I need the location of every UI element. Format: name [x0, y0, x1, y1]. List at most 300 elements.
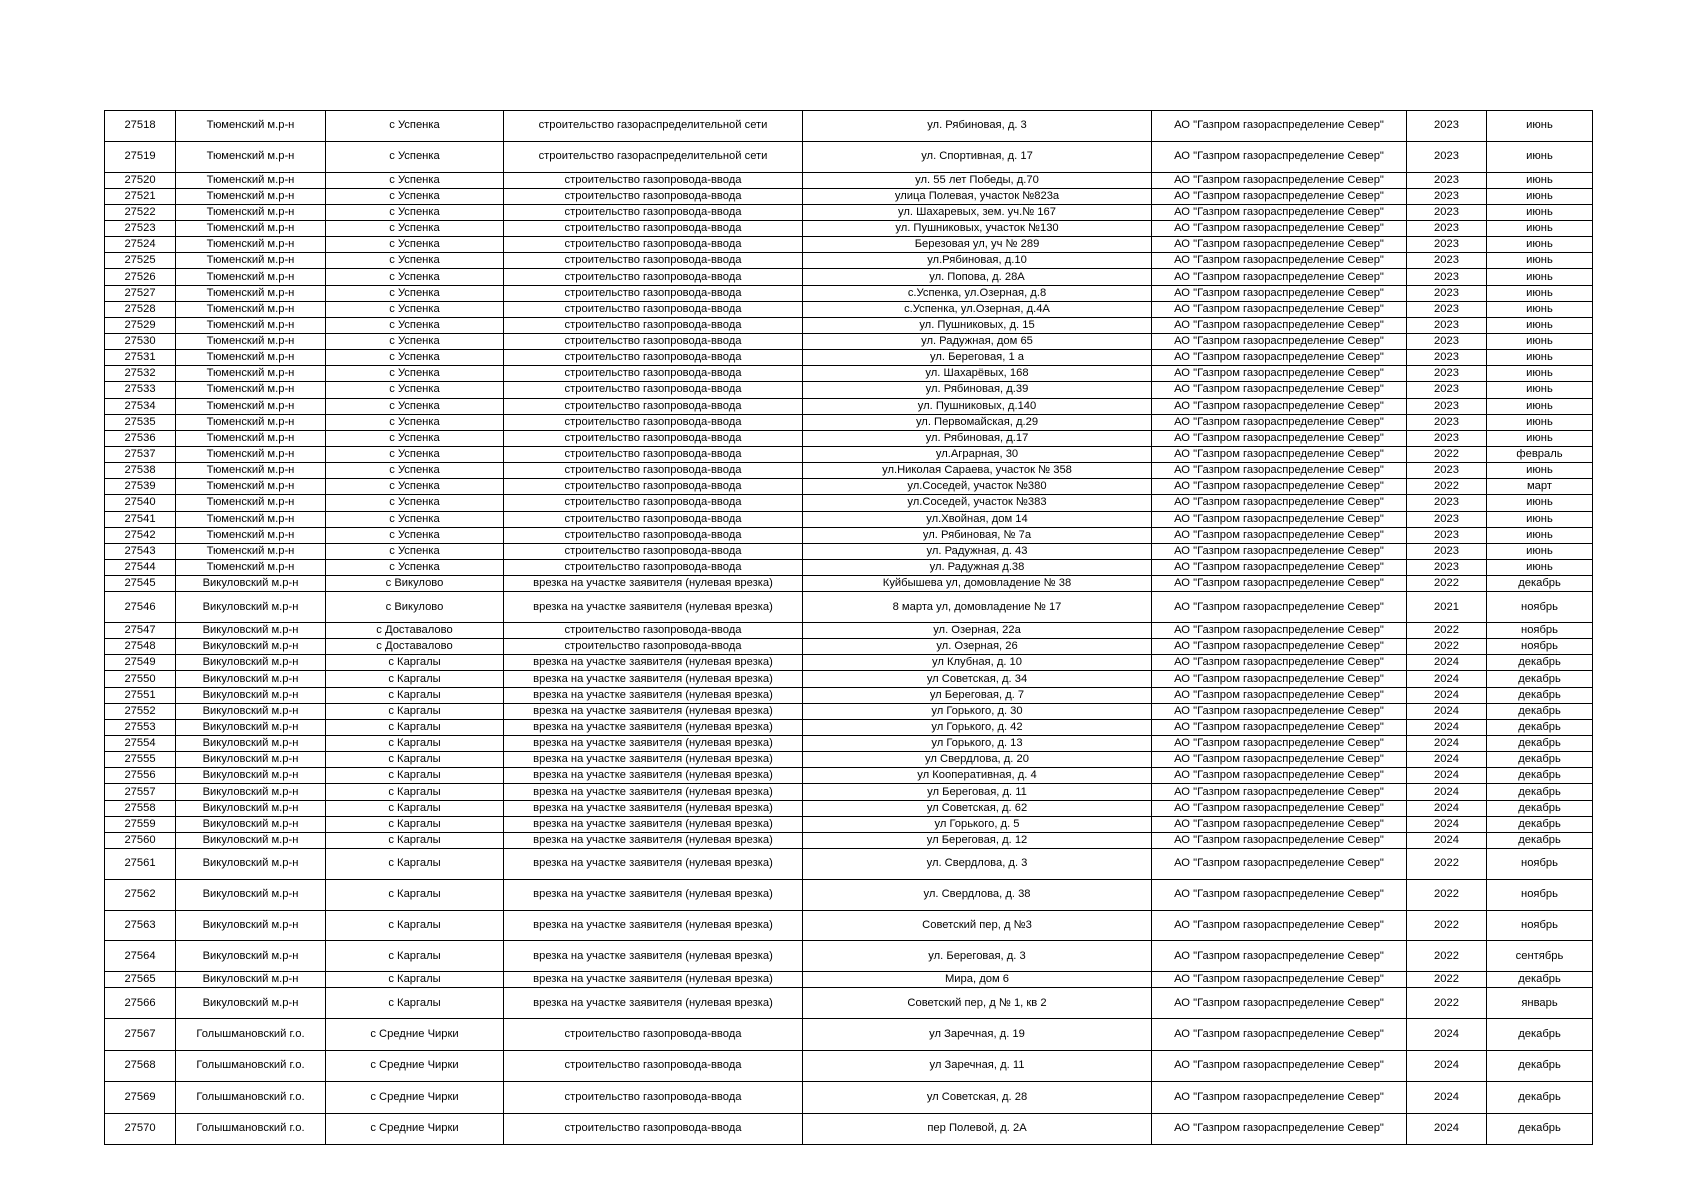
cell-year: 2023 — [1407, 141, 1487, 172]
cell-organization: АО "Газпром газораспределение Север" — [1152, 479, 1407, 495]
cell-year: 2023 — [1407, 559, 1487, 575]
cell-month: декабрь — [1487, 816, 1593, 832]
cell-work-type: строительство газопровода-ввода — [504, 543, 803, 559]
cell-district: Тюменский м.р-н — [176, 301, 326, 317]
cell-work-type: врезка на участке заявителя (нулевая врезка) — [504, 671, 803, 687]
cell-district: Тюменский м.р-н — [176, 204, 326, 220]
cell-settlement: с Успенка — [326, 366, 504, 382]
cell-settlement: с Каргалы — [326, 988, 504, 1019]
cell-district: Викуловский м.р-н — [176, 800, 326, 816]
cell-month: июнь — [1487, 301, 1593, 317]
cell-settlement: с Каргалы — [326, 816, 504, 832]
cell-month: июнь — [1487, 172, 1593, 188]
table-row — [105, 784, 1593, 800]
table-body — [105, 111, 1593, 1145]
cell-year: 2023 — [1407, 495, 1487, 511]
cell-settlement: с Успенка — [326, 543, 504, 559]
cell-year: 2023 — [1407, 527, 1487, 543]
cell-organization: АО "Газпром газораспределение Север" — [1152, 832, 1407, 848]
cell-month: декабрь — [1487, 719, 1593, 735]
cell-settlement: с Каргалы — [326, 655, 504, 671]
table-row — [105, 671, 1593, 687]
cell-month: декабрь — [1487, 703, 1593, 719]
cell-organization: АО "Газпром газораспределение Север" — [1152, 655, 1407, 671]
cell-year: 2022 — [1407, 879, 1487, 910]
cell-month: июнь — [1487, 269, 1593, 285]
cell-number: 27547 — [105, 623, 176, 639]
cell-month: июнь — [1487, 285, 1593, 301]
cell-year: 2024 — [1407, 719, 1487, 735]
cell-district: Викуловский м.р-н — [176, 576, 326, 592]
cell-district: Викуловский м.р-н — [176, 768, 326, 784]
cell-address: ул.Рябиновая, д.10 — [803, 253, 1152, 269]
cell-organization: АО "Газпром газораспределение Север" — [1152, 366, 1407, 382]
cell-address: ул. Первомайская, д.29 — [803, 414, 1152, 430]
cell-settlement: с Каргалы — [326, 736, 504, 752]
cell-work-type: врезка на участке заявителя (нулевая врезка) — [504, 972, 803, 988]
cell-district: Тюменский м.р-н — [176, 382, 326, 398]
cell-year: 2023 — [1407, 414, 1487, 430]
cell-organization: АО "Газпром газораспределение Север" — [1152, 527, 1407, 543]
cell-number: 27558 — [105, 800, 176, 816]
cell-address: ул Заречная, д. 11 — [803, 1050, 1152, 1082]
cell-number: 27550 — [105, 671, 176, 687]
cell-district: Тюменский м.р-н — [176, 559, 326, 575]
cell-address: ул. Попова, д. 28А — [803, 269, 1152, 285]
cell-number: 27562 — [105, 879, 176, 910]
cell-month: декабрь — [1487, 972, 1593, 988]
cell-number: 27560 — [105, 832, 176, 848]
cell-settlement: с Успенка — [326, 527, 504, 543]
cell-work-type: врезка на участке заявителя (нулевая врезка) — [504, 719, 803, 735]
cell-number: 27537 — [105, 446, 176, 462]
cell-settlement: с Успенка — [326, 382, 504, 398]
cell-organization: АО "Газпром газораспределение Север" — [1152, 253, 1407, 269]
cell-organization: АО "Газпром газораспределение Север" — [1152, 285, 1407, 301]
cell-work-type: врезка на участке заявителя (нулевая врезка) — [504, 736, 803, 752]
cell-address: ул. Свердлова, д. 38 — [803, 879, 1152, 910]
cell-organization: АО "Газпром газораспределение Север" — [1152, 237, 1407, 253]
cell-work-type: врезка на участке заявителя (нулевая врезка) — [504, 576, 803, 592]
cell-district: Тюменский м.р-н — [176, 285, 326, 301]
cell-district: Тюменский м.р-н — [176, 543, 326, 559]
cell-month: июнь — [1487, 237, 1593, 253]
cell-work-type: строительство газопровода-ввода — [504, 398, 803, 414]
table-row — [105, 317, 1593, 333]
cell-work-type: врезка на участке заявителя (нулевая врезка) — [504, 655, 803, 671]
cell-month: ноябрь — [1487, 849, 1593, 880]
table-row — [105, 623, 1593, 639]
table-row — [105, 398, 1593, 414]
cell-address: Мира, дом 6 — [803, 972, 1152, 988]
cell-number: 27551 — [105, 687, 176, 703]
cell-settlement: с Доставалово — [326, 623, 504, 639]
cell-address: ул. Шахарёвых, 168 — [803, 366, 1152, 382]
cell-organization: АО "Газпром газораспределение Север" — [1152, 463, 1407, 479]
cell-district: Викуловский м.р-н — [176, 988, 326, 1019]
cell-settlement: с Каргалы — [326, 972, 504, 988]
cell-work-type: врезка на участке заявителя (нулевая врезка) — [504, 592, 803, 623]
table-row — [105, 1113, 1593, 1145]
cell-year: 2024 — [1407, 1113, 1487, 1145]
cell-organization: АО "Газпром газораспределение Север" — [1152, 910, 1407, 941]
cell-month: март — [1487, 479, 1593, 495]
cell-settlement: с Успенка — [326, 172, 504, 188]
cell-organization: АО "Газпром газораспределение Север" — [1152, 430, 1407, 446]
cell-settlement: с Викулово — [326, 576, 504, 592]
table-row — [105, 816, 1593, 832]
cell-address: 8 марта ул, домовладение № 17 — [803, 592, 1152, 623]
cell-address: ул.Соседей, участок №380 — [803, 479, 1152, 495]
table-row — [105, 687, 1593, 703]
cell-work-type: врезка на участке заявителя (нулевая врезка) — [504, 784, 803, 800]
cell-settlement: с Успенка — [326, 141, 504, 172]
cell-year: 2023 — [1407, 269, 1487, 285]
cell-district: Викуловский м.р-н — [176, 623, 326, 639]
cell-settlement: с Успенка — [326, 188, 504, 204]
cell-year: 2022 — [1407, 910, 1487, 941]
cell-organization: АО "Газпром газораспределение Север" — [1152, 816, 1407, 832]
cell-district: Викуловский м.р-н — [176, 941, 326, 972]
cell-number: 27539 — [105, 479, 176, 495]
table-row — [105, 237, 1593, 253]
cell-month: декабрь — [1487, 784, 1593, 800]
cell-organization: АО "Газпром газораспределение Север" — [1152, 204, 1407, 220]
cell-address: ул. Шахаревых, зем. уч.№ 167 — [803, 204, 1152, 220]
cell-settlement: с Каргалы — [326, 703, 504, 719]
cell-address: ул. Рябиновая, № 7а — [803, 527, 1152, 543]
cell-work-type: врезка на участке заявителя (нулевая врезка) — [504, 687, 803, 703]
cell-number: 27561 — [105, 849, 176, 880]
cell-year: 2024 — [1407, 703, 1487, 719]
cell-organization: АО "Газпром газораспределение Север" — [1152, 1019, 1407, 1051]
cell-work-type: строительство газопровода-ввода — [504, 623, 803, 639]
cell-year: 2023 — [1407, 221, 1487, 237]
table-row — [105, 592, 1593, 623]
cell-district: Викуловский м.р-н — [176, 592, 326, 623]
cell-district: Тюменский м.р-н — [176, 430, 326, 446]
cell-work-type: врезка на участке заявителя (нулевая врезка) — [504, 879, 803, 910]
table-row — [105, 719, 1593, 735]
cell-work-type: строительство газопровода-ввода — [504, 559, 803, 575]
cell-number: 27521 — [105, 188, 176, 204]
cell-month: январь — [1487, 988, 1593, 1019]
cell-number: 27543 — [105, 543, 176, 559]
cell-work-type: строительство газопровода-ввода — [504, 479, 803, 495]
cell-number: 27529 — [105, 317, 176, 333]
cell-organization: АО "Газпром газораспределение Север" — [1152, 671, 1407, 687]
cell-organization: АО "Газпром газораспределение Север" — [1152, 350, 1407, 366]
cell-number: 27554 — [105, 736, 176, 752]
cell-address: ул Береговая, д. 7 — [803, 687, 1152, 703]
cell-district: Голышмановский г.о. — [176, 1019, 326, 1051]
cell-month: июнь — [1487, 398, 1593, 414]
cell-settlement: с Средние Чирки — [326, 1019, 504, 1051]
table-row — [105, 1082, 1593, 1114]
cell-address: ул. Озерная, 26 — [803, 639, 1152, 655]
cell-work-type: врезка на участке заявителя (нулевая врезка) — [504, 800, 803, 816]
cell-month: декабрь — [1487, 768, 1593, 784]
cell-work-type: строительство газопровода-ввода — [504, 1113, 803, 1145]
cell-year: 2022 — [1407, 576, 1487, 592]
table-row — [105, 221, 1593, 237]
cell-organization: АО "Газпром газораспределение Север" — [1152, 172, 1407, 188]
cell-address: с.Успенка, ул.Озерная, д.4А — [803, 301, 1152, 317]
cell-month: декабрь — [1487, 1019, 1593, 1051]
cell-organization: АО "Газпром газораспределение Север" — [1152, 446, 1407, 462]
table-row — [105, 204, 1593, 220]
cell-month: июнь — [1487, 543, 1593, 559]
cell-month: июнь — [1487, 111, 1593, 142]
cell-month: июнь — [1487, 188, 1593, 204]
cell-address: ул. Спортивная, д. 17 — [803, 141, 1152, 172]
cell-district: Тюменский м.р-н — [176, 221, 326, 237]
cell-address: ул. Береговая, д. 3 — [803, 941, 1152, 972]
cell-year: 2022 — [1407, 639, 1487, 655]
cell-organization: АО "Газпром газораспределение Север" — [1152, 576, 1407, 592]
cell-district: Викуловский м.р-н — [176, 849, 326, 880]
cell-month: июнь — [1487, 382, 1593, 398]
cell-address: ул Клубная, д. 10 — [803, 655, 1152, 671]
cell-work-type: строительство газопровода-ввода — [504, 1050, 803, 1082]
cell-number: 27536 — [105, 430, 176, 446]
table-row — [105, 511, 1593, 527]
cell-settlement: с Каргалы — [326, 849, 504, 880]
cell-settlement: с Каргалы — [326, 719, 504, 735]
cell-address: ул Горького, д. 42 — [803, 719, 1152, 735]
cell-number: 27524 — [105, 237, 176, 253]
cell-organization: АО "Газпром газораспределение Север" — [1152, 334, 1407, 350]
cell-organization: АО "Газпром газораспределение Север" — [1152, 719, 1407, 735]
cell-number: 27531 — [105, 350, 176, 366]
cell-month: июнь — [1487, 463, 1593, 479]
cell-work-type: строительство газораспределительной сети — [504, 141, 803, 172]
cell-settlement: с Успенка — [326, 269, 504, 285]
table-row — [105, 752, 1593, 768]
cell-settlement: с Каргалы — [326, 671, 504, 687]
cell-organization: АО "Газпром газораспределение Север" — [1152, 736, 1407, 752]
cell-organization: АО "Газпром газораспределение Север" — [1152, 879, 1407, 910]
cell-settlement: с Каргалы — [326, 784, 504, 800]
cell-district: Тюменский м.р-н — [176, 527, 326, 543]
cell-organization: АО "Газпром газораспределение Север" — [1152, 111, 1407, 142]
cell-number: 27567 — [105, 1019, 176, 1051]
cell-settlement: с Каргалы — [326, 752, 504, 768]
cell-organization: АО "Газпром газораспределение Север" — [1152, 1050, 1407, 1082]
cell-organization: АО "Газпром газораспределение Север" — [1152, 1113, 1407, 1145]
cell-district: Тюменский м.р-н — [176, 463, 326, 479]
cell-year: 2024 — [1407, 1082, 1487, 1114]
cell-year: 2023 — [1407, 398, 1487, 414]
cell-settlement: с Успенка — [326, 479, 504, 495]
cell-number: 27520 — [105, 172, 176, 188]
cell-year: 2023 — [1407, 172, 1487, 188]
cell-number: 27570 — [105, 1113, 176, 1145]
cell-district: Викуловский м.р-н — [176, 879, 326, 910]
cell-month: июнь — [1487, 141, 1593, 172]
table-row — [105, 172, 1593, 188]
cell-district: Викуловский м.р-н — [176, 719, 326, 735]
cell-year: 2024 — [1407, 687, 1487, 703]
cell-number: 27546 — [105, 592, 176, 623]
cell-number: 27540 — [105, 495, 176, 511]
cell-number: 27556 — [105, 768, 176, 784]
cell-work-type: строительство газопровода-ввода — [504, 366, 803, 382]
cell-district: Тюменский м.р-н — [176, 237, 326, 253]
cell-district: Тюменский м.р-н — [176, 253, 326, 269]
table-row — [105, 1019, 1593, 1051]
cell-number: 27545 — [105, 576, 176, 592]
cell-district: Тюменский м.р-н — [176, 350, 326, 366]
cell-month: декабрь — [1487, 752, 1593, 768]
table-row — [105, 366, 1593, 382]
cell-address: ул Кооперативная, д. 4 — [803, 768, 1152, 784]
cell-number: 27527 — [105, 285, 176, 301]
cell-address: ул. Пушниковых, д.140 — [803, 398, 1152, 414]
cell-number: 27528 — [105, 301, 176, 317]
cell-month: декабрь — [1487, 687, 1593, 703]
cell-month: июнь — [1487, 527, 1593, 543]
cell-address: улица Полевая, участок №823а — [803, 188, 1152, 204]
cell-organization: АО "Газпром газораспределение Север" — [1152, 988, 1407, 1019]
cell-organization: АО "Газпром газораспределение Север" — [1152, 849, 1407, 880]
cell-address: ул Свердлова, д. 20 — [803, 752, 1152, 768]
cell-district: Тюменский м.р-н — [176, 446, 326, 462]
cell-settlement: с Каргалы — [326, 941, 504, 972]
cell-organization: АО "Газпром газораспределение Север" — [1152, 559, 1407, 575]
cell-month: ноябрь — [1487, 592, 1593, 623]
cell-month: декабрь — [1487, 655, 1593, 671]
cell-address: Советский пер, д № 1, кв 2 — [803, 988, 1152, 1019]
cell-year: 2023 — [1407, 430, 1487, 446]
cell-address: ул.Аграрная, 30 — [803, 446, 1152, 462]
cell-year: 2023 — [1407, 543, 1487, 559]
cell-address: ул. Радужная, д. 43 — [803, 543, 1152, 559]
cell-month: июнь — [1487, 366, 1593, 382]
cell-year: 2024 — [1407, 800, 1487, 816]
cell-number: 27542 — [105, 527, 176, 543]
cell-organization: АО "Газпром газораспределение Север" — [1152, 623, 1407, 639]
cell-year: 2024 — [1407, 671, 1487, 687]
cell-work-type: врезка на участке заявителя (нулевая врезка) — [504, 832, 803, 848]
cell-year: 2023 — [1407, 285, 1487, 301]
cell-district: Викуловский м.р-н — [176, 639, 326, 655]
cell-number: 27530 — [105, 334, 176, 350]
table-row — [105, 543, 1593, 559]
cell-month: декабрь — [1487, 1113, 1593, 1145]
cell-settlement: с Каргалы — [326, 910, 504, 941]
cell-work-type: строительство газопровода-ввода — [504, 639, 803, 655]
cell-year: 2023 — [1407, 382, 1487, 398]
cell-year: 2024 — [1407, 768, 1487, 784]
cell-year: 2023 — [1407, 463, 1487, 479]
table-row — [105, 736, 1593, 752]
cell-month: ноябрь — [1487, 910, 1593, 941]
cell-address: ул Советская, д. 62 — [803, 800, 1152, 816]
table-row — [105, 430, 1593, 446]
cell-address: Березовая ул, уч № 289 — [803, 237, 1152, 253]
table-row — [105, 800, 1593, 816]
table-row — [105, 832, 1593, 848]
cell-district: Голышмановский г.о. — [176, 1050, 326, 1082]
table-row — [105, 269, 1593, 285]
cell-organization: АО "Газпром газораспределение Север" — [1152, 317, 1407, 333]
cell-district: Голышмановский г.о. — [176, 1113, 326, 1145]
cell-settlement: с Успенка — [326, 495, 504, 511]
table-row — [105, 350, 1593, 366]
document-page — [104, 110, 1592, 1145]
cell-month: декабрь — [1487, 800, 1593, 816]
cell-work-type: врезка на участке заявителя (нулевая врезка) — [504, 849, 803, 880]
cell-work-type: строительство газопровода-ввода — [504, 204, 803, 220]
cell-organization: АО "Газпром газораспределение Север" — [1152, 221, 1407, 237]
cell-organization: АО "Газпром газораспределение Север" — [1152, 800, 1407, 816]
cell-number: 27564 — [105, 941, 176, 972]
cell-month: декабрь — [1487, 1082, 1593, 1114]
cell-address: ул.Николая Сараева, участок № 358 — [803, 463, 1152, 479]
cell-work-type: строительство газопровода-ввода — [504, 285, 803, 301]
cell-month: февраль — [1487, 446, 1593, 462]
cell-number: 27563 — [105, 910, 176, 941]
cell-month: июнь — [1487, 350, 1593, 366]
cell-district: Викуловский м.р-н — [176, 703, 326, 719]
cell-year: 2023 — [1407, 204, 1487, 220]
cell-settlement: с Успенка — [326, 430, 504, 446]
cell-work-type: строительство газопровода-ввода — [504, 334, 803, 350]
table-row — [105, 1050, 1593, 1082]
cell-address: ул. Пушниковых, участок №130 — [803, 221, 1152, 237]
table-row — [105, 495, 1593, 511]
cell-settlement: с Каргалы — [326, 800, 504, 816]
cell-district: Тюменский м.р-н — [176, 495, 326, 511]
cell-work-type: строительство газопровода-ввода — [504, 382, 803, 398]
cell-settlement: с Успенка — [326, 204, 504, 220]
cell-month: декабрь — [1487, 1050, 1593, 1082]
cell-year: 2024 — [1407, 784, 1487, 800]
cell-settlement: с Успенка — [326, 559, 504, 575]
table-row — [105, 463, 1593, 479]
cell-number: 27552 — [105, 703, 176, 719]
table-row — [105, 285, 1593, 301]
table-row — [105, 382, 1593, 398]
cell-address: ул Горького, д. 30 — [803, 703, 1152, 719]
cell-number: 27544 — [105, 559, 176, 575]
cell-district: Викуловский м.р-н — [176, 910, 326, 941]
cell-work-type: строительство газопровода-ввода — [504, 221, 803, 237]
cell-settlement: с Средние Чирки — [326, 1113, 504, 1145]
cell-address: пер Полевой, д. 2А — [803, 1113, 1152, 1145]
cell-organization: АО "Газпром газораспределение Север" — [1152, 752, 1407, 768]
cell-month: сентябрь — [1487, 941, 1593, 972]
cell-work-type: врезка на участке заявителя (нулевая врезка) — [504, 816, 803, 832]
cell-number: 27565 — [105, 972, 176, 988]
cell-settlement: с Успенка — [326, 301, 504, 317]
cell-work-type: врезка на участке заявителя (нулевая врезка) — [504, 941, 803, 972]
table-row — [105, 111, 1593, 142]
cell-district: Тюменский м.р-н — [176, 317, 326, 333]
table-row — [105, 188, 1593, 204]
cell-year: 2024 — [1407, 832, 1487, 848]
cell-organization: АО "Газпром газораспределение Север" — [1152, 592, 1407, 623]
table-row — [105, 479, 1593, 495]
cell-address: ул Заречная, д. 19 — [803, 1019, 1152, 1051]
cell-work-type: строительство газопровода-ввода — [504, 317, 803, 333]
cell-settlement: с Успенка — [326, 111, 504, 142]
cell-year: 2024 — [1407, 816, 1487, 832]
cell-address: ул.Хвойная, дом 14 — [803, 511, 1152, 527]
cell-organization: АО "Газпром газораспределение Север" — [1152, 1082, 1407, 1114]
cell-number: 27555 — [105, 752, 176, 768]
